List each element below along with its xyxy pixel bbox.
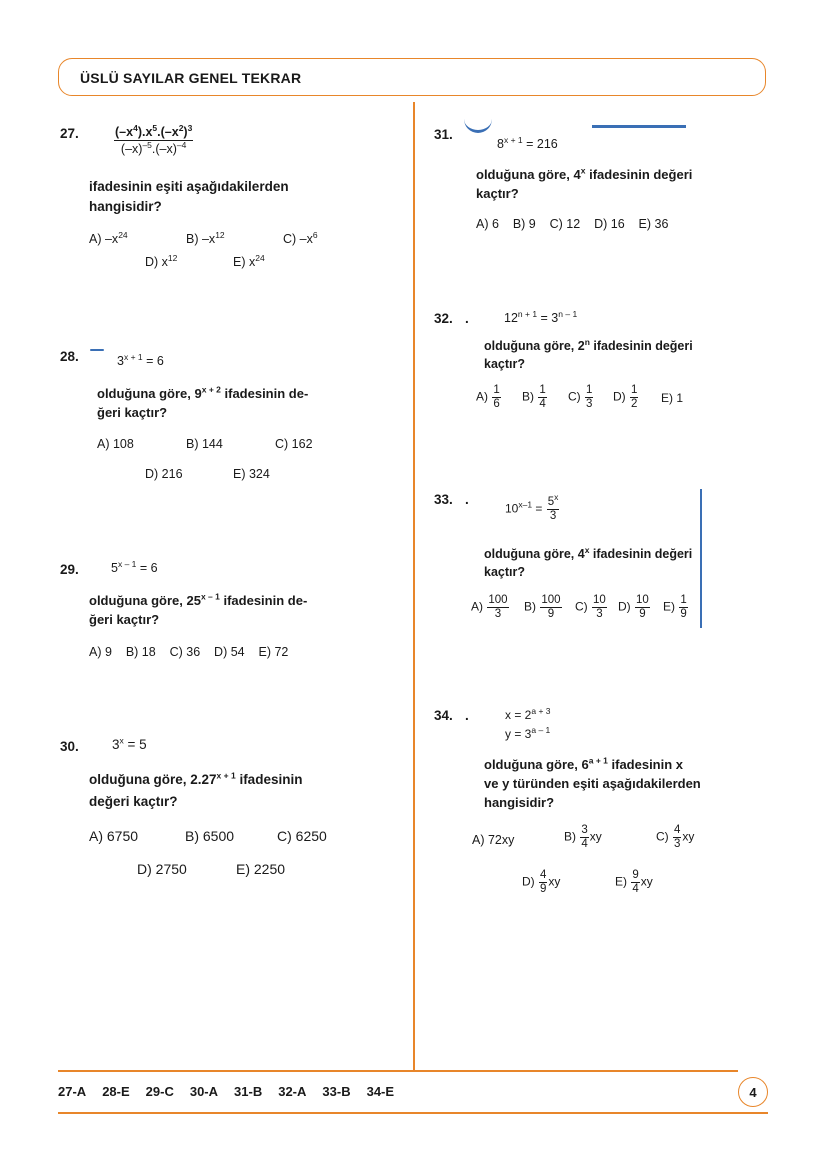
question-34-number: 34. — [434, 708, 453, 723]
question-27-fraction — [114, 124, 193, 157]
question-30-option-b[interactable]: B) 6500 — [185, 828, 235, 844]
question-33-text-line-1: olduğuna göre, 4$^x$ ifadesinin değeri — [484, 544, 693, 561]
question-31-text-line-2: kaçtır? — [476, 186, 519, 201]
question-29-number: 29. — [60, 562, 79, 577]
question-27-number: 27. — [60, 126, 79, 141]
scan-mark — [464, 118, 492, 133]
question-27-text-line-1: ifadesinin eşiti aşağıdakilerden — [89, 179, 289, 194]
question-29-text-line-1: olduğuna göre, 25$^{x - 1}$ ifadesinin de- — [89, 591, 308, 608]
question-28-option-d[interactable]: D) 216 — [145, 467, 183, 481]
question-32-option-b[interactable]: B) $\frac{1}{4}$ — [522, 384, 546, 410]
question-28-text-line-1: olduğuna göre, $9^{x + 2}$ ifadesinin de- — [97, 384, 309, 401]
question-27-option-d[interactable]: D) $x^{12}$ — [145, 252, 178, 269]
answer-key-item: 29-C — [145, 1084, 174, 1099]
question-32-option-c[interactable]: C) $\frac{1}{3}$ — [568, 384, 593, 410]
question-28-option-c[interactable]: C) 162 — [275, 437, 313, 451]
question-34-equation-y: $y = 3^{a - 1}$ — [505, 725, 551, 741]
question-34-option-d[interactable]: D) $\frac{4}{9}$ xy — [522, 869, 561, 895]
question-28-option-b[interactable]: B) 144 — [186, 437, 223, 451]
question-32-text-line-1: olduğuna göre, 2$^n$ ifadesinin değeri — [484, 336, 693, 353]
question-30-option-a[interactable]: A) 6750 — [89, 828, 139, 844]
question-27-text-line-2: hangisidir? — [89, 199, 162, 214]
question-33-option-c[interactable]: C) $\frac{10}{3}$ — [575, 594, 606, 620]
question-30-text-line-2: değeri kaçtır? — [89, 794, 178, 809]
question-34-dot: . — [465, 708, 469, 723]
question-30-option-c[interactable]: C) 6250 — [277, 828, 327, 844]
question-34-text-line-2: ve y türünden eşiti aşağıdakilerden — [484, 776, 701, 791]
question-30-option-e[interactable]: E) 2250 — [236, 861, 286, 877]
question-32-option-e[interactable]: E) 1 — [661, 391, 684, 405]
answer-key-item: 31-B — [234, 1084, 263, 1099]
question-30-option-d[interactable]: D) 2750 — [137, 861, 187, 877]
question-27-option-a[interactable]: A) $-x^{24}$ — [89, 229, 128, 246]
question-34-option-e[interactable]: E) $\frac{9}{4}$ xy — [615, 869, 653, 895]
answer-key-item: 27-A — [58, 1084, 87, 1099]
question-28-option-a[interactable]: A) 108 — [97, 437, 134, 451]
footer-bottom-rule — [58, 1112, 768, 1114]
question-30-text-line-1: olduğuna göre, $2.27^{x + 1}$ ifadesinin — [89, 770, 303, 787]
question-27-expression — [113, 124, 194, 157]
question-33-option-e[interactable]: E) $\frac{1}{9}$ — [663, 594, 687, 620]
answer-key-item: 33-B — [322, 1084, 351, 1099]
answer-key — [58, 1084, 410, 1099]
page-number: 4 — [738, 1077, 768, 1107]
column-divider — [413, 102, 415, 1070]
scan-mark — [592, 125, 686, 128]
scan-mark — [700, 489, 702, 628]
answer-key-item: 32-A — [278, 1084, 307, 1099]
question-27-option-c[interactable]: C) $-x^6$ — [283, 229, 318, 246]
question-34-option-c[interactable]: C) $\frac{4}{3}$ xy — [656, 824, 695, 850]
answer-key-item: 34-E — [366, 1084, 395, 1099]
question-29-options[interactable]: A) 9 B) 18 C) 36 D) 54 E) 72 — [89, 645, 289, 659]
question-33-option-d[interactable]: D) $\frac{10}{9}$ — [618, 594, 649, 620]
question-27-denominator: $(-x)^{-5}.(-x)^{-4}$ — [120, 139, 187, 156]
question-29-text-line-2: ğeri kaçtır? — [89, 612, 160, 627]
question-33-text-line-2: kaçtır? — [484, 565, 525, 579]
question-34-option-a[interactable]: A) 72xy — [472, 833, 515, 847]
question-28-equation: $3^{x + 1} = 6$ — [117, 351, 164, 368]
answer-key-item: 28-E — [102, 1084, 130, 1099]
question-33-fraction: $\frac{5^x}{3}$ — [547, 492, 559, 522]
question-31-number: 31. — [434, 127, 453, 142]
question-27-option-e[interactable]: E) $x^{24}$ — [233, 252, 265, 269]
question-32-option-a[interactable]: A) $\frac{1}{6}$ — [476, 384, 500, 410]
footer-top-rule — [58, 1070, 738, 1072]
question-34-option-b[interactable]: B) $\frac{3}{4}$ xy — [564, 824, 602, 850]
question-31-equation: $8^{x + 1} = 216$ — [497, 134, 558, 151]
question-32-equation: $12^{n + 1} = 3^{n - 1}$ — [504, 308, 578, 325]
question-33-option-a[interactable]: A) $\frac{100}{3}$ — [471, 594, 508, 620]
question-33-number: 33. — [434, 492, 453, 507]
question-33-dot: . — [465, 492, 469, 507]
question-27-option-b[interactable]: B) $-x^{12}$ — [186, 229, 225, 246]
question-33-equation: $10^{x-1}$ = $\frac{5^x}{3}$ — [505, 492, 559, 522]
question-31-text-line-1: olduğuna göre, 4$^x$ ifadesinin değeri — [476, 165, 693, 182]
scan-mark — [90, 349, 104, 351]
question-28-number: 28. — [60, 349, 79, 364]
question-30-number: 30. — [60, 739, 79, 754]
question-28-text-line-2: ğeri kaçtır? — [97, 405, 168, 420]
question-32-number: 32. — [434, 311, 453, 326]
question-34-equation-x: $x = 2^{a + 3}$ — [505, 706, 551, 722]
page-title: ÜSLÜ SAYILAR GENEL TEKRAR — [80, 70, 302, 86]
question-33-option-b[interactable]: B) $\frac{100}{9}$ — [524, 594, 561, 620]
question-34-text-line-1: olduğuna göre, $6^{a + 1}$ ifadesinin x — [484, 755, 684, 772]
question-29-equation: $5^{x - 1} = 6$ — [111, 558, 158, 575]
answer-key-item: 30-A — [189, 1084, 219, 1099]
question-31-options[interactable]: A) 6 B) 9 C) 12 D) 16 E) 36 — [476, 217, 669, 231]
question-32-text-line-2: kaçtır? — [484, 357, 525, 371]
question-32-dot: . — [465, 311, 469, 326]
question-30-equation: $3^x = 5$ — [112, 735, 147, 752]
question-32-option-d[interactable]: D) $\frac{1}{2}$ — [613, 384, 638, 410]
question-34-text-line-3: hangisidir? — [484, 795, 555, 810]
question-27-numerator: $(-x^4).x^5.(-x^2)^3$ — [115, 122, 193, 139]
question-28-option-e[interactable]: E) 324 — [233, 467, 270, 481]
